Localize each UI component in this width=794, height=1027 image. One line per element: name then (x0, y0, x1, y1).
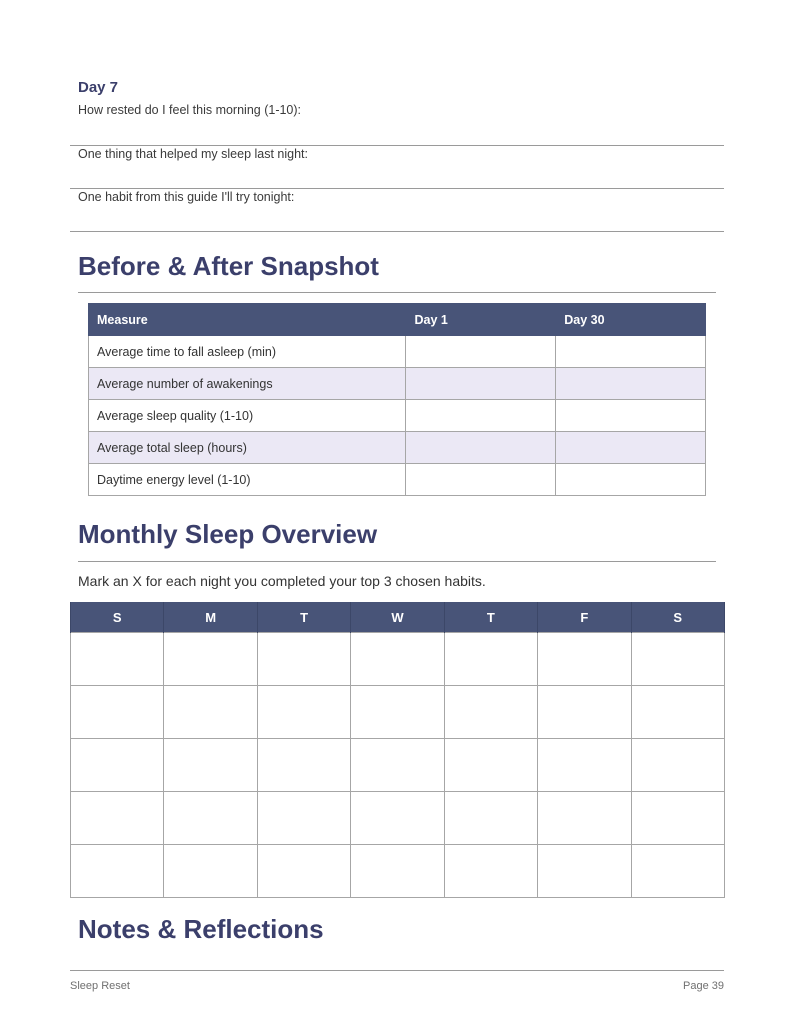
calendar-day-cell[interactable] (257, 686, 350, 739)
calendar-day-cell[interactable] (351, 792, 444, 845)
answer-line (70, 145, 724, 146)
calendar-day-cell[interactable] (71, 792, 164, 845)
calendar-day-cell[interactable] (351, 633, 444, 686)
footer-page-number: Page 39 (683, 980, 724, 992)
table-row (89, 464, 706, 496)
day30-cell[interactable] (556, 336, 706, 368)
calendar-day-cell[interactable] (444, 633, 537, 686)
weekday-friday: F (538, 602, 631, 633)
calendar-day-cell[interactable] (444, 739, 537, 792)
answer-line (70, 231, 724, 232)
snapshot-table (88, 303, 706, 496)
calendar-day-cell[interactable] (538, 845, 631, 898)
heading-divider (78, 292, 716, 293)
calendar-day-cell[interactable] (351, 686, 444, 739)
calendar-week-row (71, 792, 725, 845)
day30-cell[interactable] (556, 464, 706, 496)
calendar-day-cell[interactable] (164, 633, 257, 686)
measure-cell: Average total sleep (hours) (89, 432, 406, 464)
measure-cell: Average number of awakenings (89, 368, 406, 400)
table-row (89, 400, 706, 432)
measure-cell: Daytime energy level (1-10) (89, 464, 406, 496)
calendar-day-cell[interactable] (71, 633, 164, 686)
measure-cell: Average sleep quality (1-10) (89, 400, 406, 432)
calendar-day-cell[interactable] (257, 792, 350, 845)
calendar-day-cell[interactable] (631, 686, 724, 739)
calendar-day-cell[interactable] (164, 739, 257, 792)
day1-cell[interactable] (406, 368, 556, 400)
weekday-header-row (71, 602, 725, 633)
weekday-wednesday: W (351, 602, 444, 633)
calendar-week-row (71, 845, 725, 898)
calendar-day-cell[interactable] (351, 845, 444, 898)
calendar-week-row (71, 686, 725, 739)
calendar-day-cell[interactable] (164, 686, 257, 739)
calendar-day-cell[interactable] (631, 739, 724, 792)
footer-divider (70, 970, 724, 971)
prompt-rested: How rested do I feel this morning (1-10): (78, 103, 302, 117)
calendar-day-cell[interactable] (538, 792, 631, 845)
table-row (89, 336, 706, 368)
day-title: Day 7 (78, 79, 119, 96)
calendar-day-cell[interactable] (257, 633, 350, 686)
calendar-day-cell[interactable] (257, 845, 350, 898)
calendar-day-cell[interactable] (538, 686, 631, 739)
calendar-day-cell[interactable] (164, 792, 257, 845)
calendar-day-cell[interactable] (164, 845, 257, 898)
heading-divider (78, 561, 716, 562)
calendar-day-cell[interactable] (631, 792, 724, 845)
calendar-day-cell[interactable] (444, 792, 537, 845)
prompt-habit: One habit from this guide I'll try tonight: (78, 190, 295, 204)
calendar-day-cell[interactable] (71, 845, 164, 898)
column-header-day1: Day 1 (406, 304, 556, 336)
snapshot-heading: Before & After Snapshot (78, 251, 379, 281)
day1-cell[interactable] (406, 464, 556, 496)
day30-cell[interactable] (556, 368, 706, 400)
day1-cell[interactable] (406, 336, 556, 368)
day1-cell[interactable] (406, 432, 556, 464)
day1-cell[interactable] (406, 400, 556, 432)
notes-heading: Notes & Reflections (78, 914, 324, 944)
calendar-day-cell[interactable] (71, 686, 164, 739)
calendar-day-cell[interactable] (444, 686, 537, 739)
calendar-day-cell[interactable] (538, 633, 631, 686)
calendar-day-cell[interactable] (631, 845, 724, 898)
calendar-day-cell[interactable] (631, 633, 724, 686)
weekday-monday: M (164, 602, 257, 633)
table-row (89, 432, 706, 464)
footer-book-title: Sleep Reset (70, 980, 130, 992)
day30-cell[interactable] (556, 432, 706, 464)
table-row (89, 368, 706, 400)
measure-cell: Average time to fall asleep (min) (89, 336, 406, 368)
calendar-week-row (71, 633, 725, 686)
overview-heading: Monthly Sleep Overview (78, 519, 378, 549)
calendar-day-cell[interactable] (538, 739, 631, 792)
calendar-week-row (71, 739, 725, 792)
answer-line (70, 188, 724, 189)
overview-instruction: Mark an X for each night you completed your top 3 chosen habits. (78, 573, 486, 589)
habit-calendar (70, 602, 725, 898)
column-header-day30: Day 30 (556, 304, 706, 336)
calendar-day-cell[interactable] (351, 739, 444, 792)
calendar-day-cell[interactable] (71, 739, 164, 792)
column-header-measure: Measure (89, 304, 406, 336)
weekday-tuesday: T (257, 602, 350, 633)
day30-cell[interactable] (556, 400, 706, 432)
table-header-row (89, 304, 706, 336)
calendar-day-cell[interactable] (444, 845, 537, 898)
weekday-sunday: S (71, 602, 164, 633)
weekday-saturday: S (631, 602, 724, 633)
prompt-helped: One thing that helped my sleep last night: (78, 147, 309, 161)
calendar-day-cell[interactable] (257, 739, 350, 792)
weekday-thursday: T (444, 602, 537, 633)
